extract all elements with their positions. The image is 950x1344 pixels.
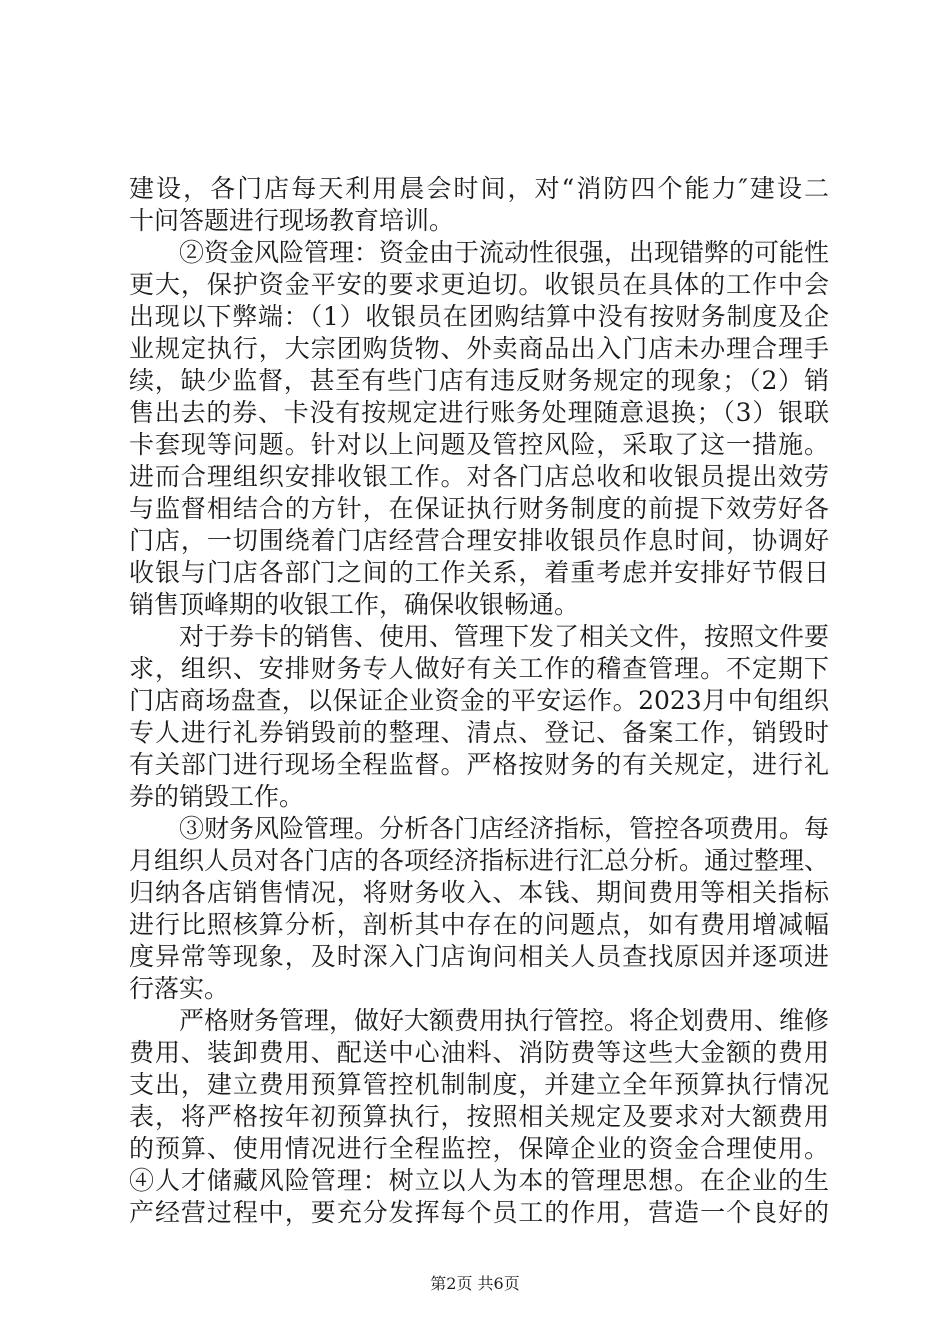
text-line: 行落实。 [129,974,230,1003]
text-line: 进而合理组织安排收银工作。对各门店总收和收银员提出效劳 [129,462,829,491]
text-line: 收银与门店各部门之间的工作关系，着重考虑并安排好节假日 [129,558,829,587]
document-body [129,173,829,1229]
text-line: ③财务风险管理。分析各门店经济指标，管控各项费用。每 [179,814,830,843]
text-line: 门店，一切围绕着门店经营合理安排收银员作息时间，协调好 [129,526,829,555]
text-line: 续，缺少监督，甚至有些门店有违反财务规定的现象；（2）销 [129,366,829,395]
page-footer: 第2页 共6页 [430,1274,520,1293]
text-line: ②资金风险管理：资金由于流动性很强，出现错弊的可能性 [179,238,830,267]
text-line: 十问答题进行现场教育培训。 [129,206,455,235]
text-line: 月组织人员对各门店的各项经济指标进行汇总分析。通过整理、 [129,846,830,875]
text-line: 对于券卡的销售、使用、管理下发了相关文件，按照文件要 [179,622,830,651]
text-line: ④人才储藏风险管理：树立以人为本的管理思想。在企业的生 [129,1166,829,1195]
text-line: 求，组织、安排财务专人做好有关工作的稽查管理。不定期下 [129,654,829,683]
text-line: 专人进行礼券销毁前的整理、清点、登记、备案工作，销毁时 [129,718,829,747]
text-line: 销售顶峰期的收银工作，确保收银畅通。 [129,590,580,619]
text-line: 严格财务管理，做好大额费用执行管控。将企划费用、维修 [179,1006,830,1035]
text-line: 门店商场盘查，以保证企业资金的平安运作。2023月中旬组织 [129,686,829,715]
text-line: 支出，建立费用预算管控机制制度，并建立全年预算执行情况 [129,1070,829,1099]
text-line: 表，将严格按年初预算执行，按照相关规定及要求对大额费用 [129,1102,829,1131]
text-line: 更大，保护资金平安的要求更迫切。收银员在具体的工作中会 [129,270,829,299]
text-line: 有关部门进行现场全程监督。严格按财务的有关规定，进行礼 [129,750,829,779]
text-line: 业规定执行，大宗团购货物、外卖商品出入门店未办理合理手 [129,334,829,363]
text-line: 券的销毁工作。 [129,782,305,811]
text-line: 建设，各门店每天利用晨会时间，对“消防四个能力″建设二 [129,174,829,203]
text-line: 费用、装卸费用、配送中心油料、消防费等这些大金额的费用 [129,1038,829,1067]
text-line: 归纳各店销售情况，将财务收入、本钱、期间费用等相关指标 [129,878,829,907]
text-line: 进行比照核算分析，剖析其中存在的问题点，如有费用增减幅 [129,910,829,939]
text-line: 卡套现等问题。针对以上问题及管控风险，采取了这一措施。 [129,430,829,459]
text-line: 售出去的券、卡没有按规定进行账务处理随意退换；（3）银联 [129,398,829,427]
text-line: 的预算、使用情况进行全程监控，保障企业的资金合理使用。 [129,1134,829,1163]
text-line: 与监督相结合的方针，在保证执行财务制度的前提下效劳好各 [129,494,829,523]
text-line: 度异常等现象，及时深入门店询问相关人员查找原因并逐项进 [129,942,829,971]
text-line: 产经营过程中，要充分发挥每个员工的作用，营造一个良好的 [129,1198,829,1227]
text-line: 出现以下弊端：（1）收银员在团购结算中没有按财务制度及企 [129,302,829,331]
